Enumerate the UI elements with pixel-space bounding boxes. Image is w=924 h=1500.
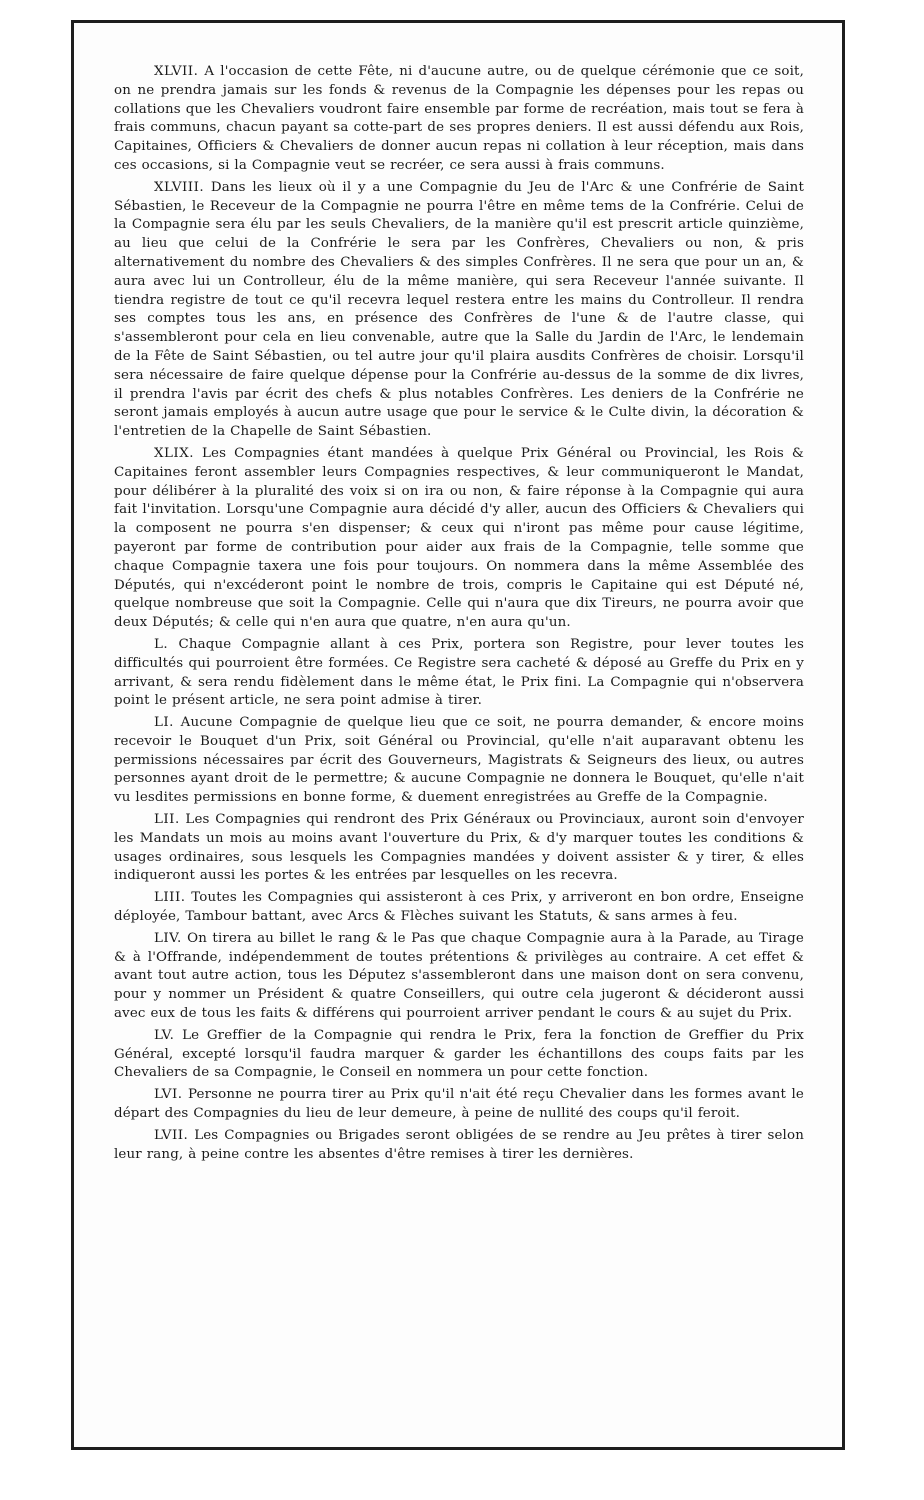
article-lvi — [114, 1086, 804, 1124]
article-text: A l'occasion de cette Fête, ni d'aucune autre, ou de quelque cérémonie que ce soit, on ne prendra jamais sur les fonds & revenus de la Compagnie les dépenses pour les repas ou collations que les Chevaliers voudront faire ensemble par forme de recréation, mais tout se fera à frais communs, chacun payant sa cotte-part de ses propres deniers. Il est aussi défendu aux Rois, Capitaines, Officiers & Chevaliers de donner aucun repas ni collation à leur réception, mais dans ces occasions, si la Compagnie veut se recréer, ce sera aussi à frais communs. — [114, 64, 804, 173]
article-li — [114, 714, 804, 808]
article-number: XLVII. — [154, 64, 199, 79]
article-text: On tirera au billet le rang & le Pas que chaque Compagnie aura à la Parade, au Tirage & à l'Offrande, indépendemment de toutes prétentions & privilèges au contraire. A cet effet & avant tout autre action, tous les Députez s'assembleront dans une maison dont on sera convenu, pour y nommer un Président & quatre Conseillers, qui outre cela jugeront & décideront aussi avec eux de tous les faits & différens qui pourroient arriver pendant le cours & au sujet du Prix. — [114, 930, 804, 1022]
article-xlix — [114, 445, 804, 633]
article-text: Chaque Compagnie allant à ces Prix, portera son Registre, pour lever toutes les difficultés qui pourroient être formées. Ce Registre sera cacheté & déposé au Greffe du Prix en y arrivant, & sera rendu fidèlement dans le même état, le Prix fini. La Compagnie qui n'observera point le présent article, ne sera point admise à tirer. — [114, 636, 804, 709]
article-text: Les Compagnies étant mandées à quelque Prix Général ou Provincial, les Rois & Capitaines feront assembler leurs Compagnies respectives, & leur communiqueront le Mandat, pour délibérer à la pluralité des voix si on ira ou non, & faire réponse à la Compagnie qui aura fait l'invitation. Lorsqu'une Compagnie aura décidé d'y aller, aucun des Officiers & Chevaliers qui la composent ne pourra s'en dispenser; & ceux qui n'iront pas même pour cause légitime, payeront par forme de contribution pour aider aux frais de la Compagnie, telle somme que chaque Compagnie taxera une fois pour toujours. On nommera dans la même Assemblée des Députés, qui n'excéderont point le nombre de trois, compris le Capitaine qui est Député né, quelque nombreuse que soit la Compagnie. Celle qui n'aura que dix Tireurs, ne pourra avoir que deux Députés; & celle qui n'en aura que quatre, n'en aura qu'un. — [114, 445, 804, 631]
article-text: Personne ne pourra tirer au Prix qu'il n'ait été reçu Chevalier dans les formes avant le départ des Compagnies du lieu de leur demeure, à peine de nullité des coups qu'il feroit. — [114, 1087, 804, 1122]
article-number: XLVIII. — [154, 179, 205, 195]
article-text: Les Compagnies qui rendront des Prix Généraux ou Provinciaux, auront soin d'envoyer les Mandats un mois au moins avant l'ouverture du Prix, & d'y marquer toutes les conditions & usages ordinaires, sous lesquels les Compagnies mandées y doivent assister & y tirer, & elles indiqueront aussi les portes & les entrées par lesquelles on les recevra. — [114, 812, 804, 884]
article-number: LII. — [154, 812, 180, 828]
article-text: Toutes les Compagnies qui assisteront à ces Prix, y arriveront en bon ordre, Enseigne déployée, Tambour battant, avec Arcs & Flèches suivant les Statuts, & sans armes à feu. — [114, 890, 804, 925]
article-number: LVII. — [154, 1127, 189, 1143]
article-lii — [114, 811, 804, 886]
article-text: Les Compagnies ou Brigades seront obligées de se rendre au Jeu prêtes à tirer selon leur rang, à peine contre les absentes d'être remises à tirer les dernières. — [114, 1127, 804, 1162]
article-liv — [114, 930, 804, 1024]
article-text: Dans les lieux où il y a une Compagnie du Jeu de l'Arc & une Confrérie de Saint Sébastien, le Receveur de la Compagnie ne pourra l'être en même tems de la Confrérie. Celui de la Compagnie sera élu par les seuls Chevaliers, de la manière qu'il est prescrit article quinzième, au lieu que celui de la Confrérie le sera par les Confrères, Chevaliers ou non, & pris alternativement du nombre des Chevaliers & des simples Confrères. Il ne sera que pour un an, & aura avec lui un Controlleur, élu de la même manière, qui sera Receveur l'année suivante. Il tiendra registre de tout ce qu'il recevra lequel restera entre les mains du Controlleur. Il rendra ses comptes tous les ans, en présence des Confrères de l'une & de l'autre classe, qui s'assembleront pour cela en lieu convenable, autre que la Salle du Jardin de l'Arc, le lendemain de la Fête de Saint Sébastien, ou tel autre jour qu'il plaira ausdits Confrères de choisir. Lorsqu'il sera nécessaire de faire quelque dépense pour la Confrérie au-dessus de la somme de dix livres, il prendra l'avis par écrit des chefs & plus notables Confrères. Les deniers de la Confrérie ne seront jamais employés à aucun autre usage que pour le service & le Culte divin, la décoration & l'entretien de la Chapelle de Saint Sébastien. — [114, 179, 804, 440]
document-text — [114, 63, 804, 1167]
page-frame — [71, 20, 845, 1450]
article-number: LV. — [154, 1027, 175, 1043]
article-l — [114, 636, 804, 711]
article-liii — [114, 889, 804, 927]
article-lvii — [114, 1127, 804, 1165]
article-number: XLIX. — [154, 445, 195, 461]
article-number: L. — [154, 636, 169, 652]
article-number: LI. — [154, 715, 174, 731]
article-number: LVI. — [154, 1087, 183, 1103]
article-lv — [114, 1027, 804, 1083]
article-xlvii — [114, 63, 804, 176]
article-number: LIV. — [154, 930, 182, 946]
article-number: LIII. — [154, 890, 186, 906]
article-text: Aucune Compagnie de quelque lieu que ce soit, ne pourra demander, & encore moins recevoir le Bouquet d'un Prix, soit Général ou Provincial, qu'elle n'ait auparavant obtenu les permissions nécessaires par écrit des Gouverneurs, Magistrats & Seigneurs des lieux, ou autres personnes ayant droit de le permettre; & aucune Compagnie ne donnera le Bouquet, qu'elle n'ait vu lesdites permissions en bonne forme, & duement enregistrées au Greffe de la Compagnie. — [114, 715, 804, 806]
article-xlviii — [114, 179, 804, 442]
article-text: Le Greffier de la Compagnie qui rendra le Prix, fera la fonction de Greffier du Prix Général, excepté lorsqu'il faudra marquer & garder les échantillons des coups faits par les Chevaliers de sa Compagnie, le Conseil en nommera un pour cette fonction. — [114, 1027, 804, 1081]
